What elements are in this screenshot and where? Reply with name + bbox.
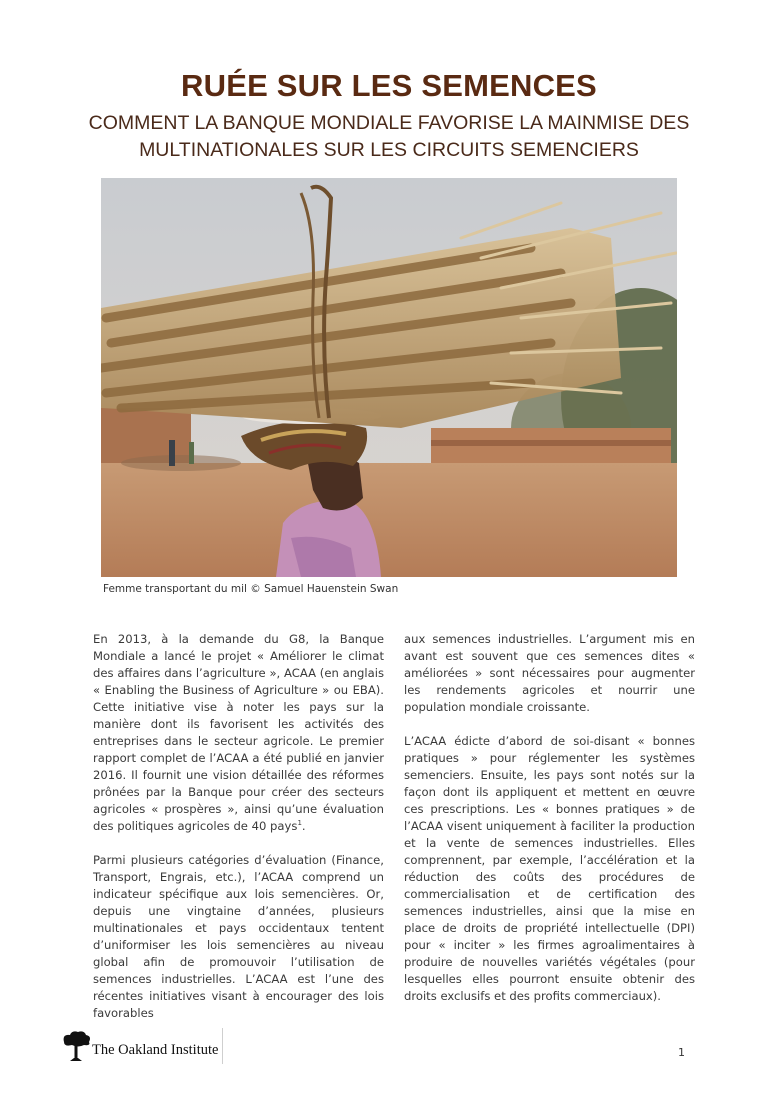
paragraph: aux semences industrielles. L’argument mis en avant est souvent que ces semences dites « améliorées » sont nécessaires pour augmenter les rendements agricoles et nourrir une population mondiale croissante. [404, 632, 695, 714]
paragraph: En 2013, à la demande du G8, la Banque Mondiale a lancé le projet « Améliorer le climat des affaires dans l’agriculture », ACAA (en anglais « Enabling the Business of Agriculture » ou EBA). Cette initiative vise à noter les pays sur la manière dont ils favorisent les activités des entreprises dans le secteur agricole. Le premier rapport complet de l’ACAA a été publié en janvier 2016. Il fournit une vision détaillée des réformes prônées par la Banque pour créer des secteurs agricoles « prospères », ainsi qu’une évaluation des politiques agricoles de 40 pays$^1$. [93, 632, 384, 833]
cover-photo [101, 178, 677, 577]
oakland-institute-logo [60, 1028, 223, 1064]
photo-woman-carrying-millet-icon [101, 178, 677, 577]
paragraph: L’ACAA édicte d’abord de soi-disant « bonnes pratiques » pour réglementer les systèmes semenciers. Ensuite, les pays sont notés sur la façon dont ils appliquent et mettent en œuvre ces prescriptions. Les « bonnes pratiques » de l’ACAA visent uniquement à faciliter la production et la vente de semences industrielles. Elles comprennent, par exemple, l’accélération et la réduction des coûts des procédures de commercialisation et de certification des semences industrielles, ainsi que la mise en place de droits de propriété intellectuelle (DPI) pour « inciter » les firmes agroalimentaires à produire de nouvelles variétés végétales (pour lesquelles elles pourront ensuite obtenir des droits exclusifs et des profits commerciaux). [404, 734, 695, 1003]
logo-text: The Oakland Institute [92, 1042, 219, 1058]
footnote-marker[interactable]: 1 [297, 819, 302, 828]
tree-logo-icon [60, 1030, 92, 1064]
document-title: RUÉE SUR LES SEMENCES [181, 68, 597, 103]
document-subtitle: COMMENT LA BANQUE MONDIALE FAVORISE LA MAINMISE DES MULTINATIONALES SUR LES CIRCUITS SEMENCIERS [88, 112, 690, 161]
page-number: 1 [678, 1046, 685, 1059]
body-column-right [404, 631, 695, 1022]
paragraph: Parmi plusieurs catégories d’évaluation (Finance, Transport, Engrais, etc.), l’ACAA comprend un indicateur spécifique aux lois semencières. Or, depuis une vingtaine d’années, plusieurs multinationales et pays occidentaux tentent d’uniformiser les lois semencières au niveau global afin de promouvoir l’utilisation de semences industrielles. L’ACAA est l’une des récentes initiatives visant à encourager des lois favorables [93, 853, 384, 1020]
body-column-left [93, 631, 384, 1039]
photo-caption: Femme transportant du mil © Samuel Hauenstein Swan [103, 583, 399, 595]
